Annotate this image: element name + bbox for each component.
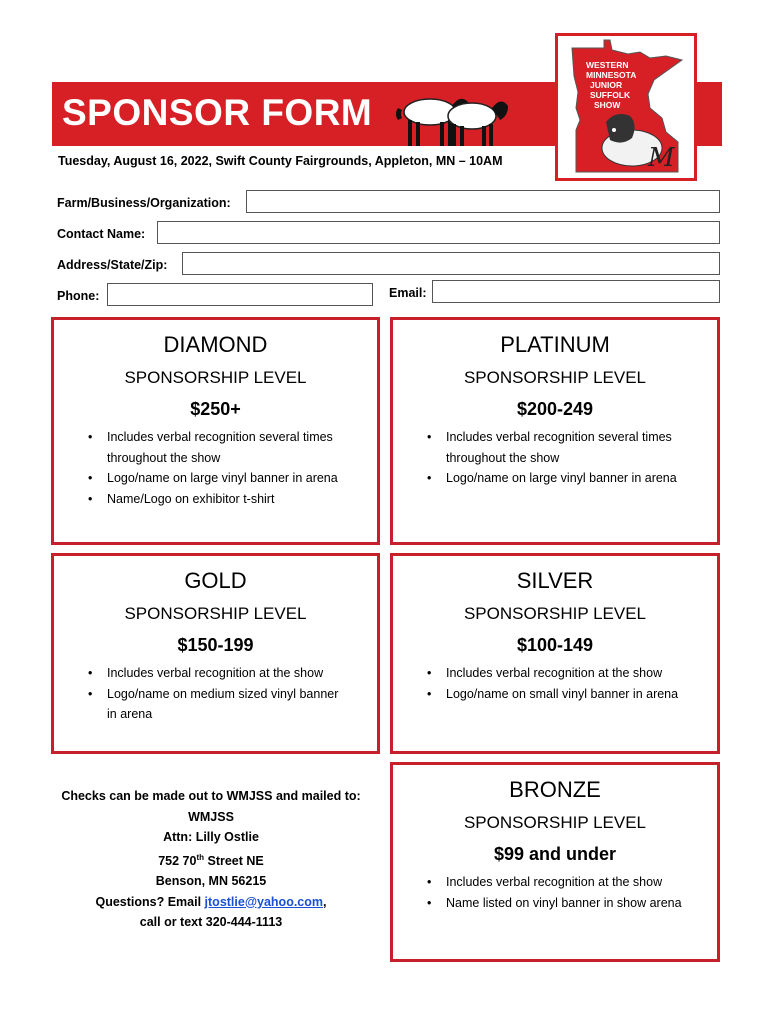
logo-text-western: WESTERN bbox=[586, 60, 629, 70]
questions-line bbox=[50, 892, 372, 913]
wmjss-logo bbox=[555, 33, 697, 181]
contact-label: Contact Name: bbox=[57, 227, 146, 241]
platinum-level-card[interactable] bbox=[390, 317, 720, 545]
payee-name: WMJSS bbox=[188, 809, 234, 824]
phone-label: Phone: bbox=[57, 289, 100, 303]
level-label: SPONSORSHIP LEVEL bbox=[124, 604, 307, 623]
benefit-item: • Includes verbal recognition at the show bbox=[423, 663, 715, 684]
minnesota-shape-icon bbox=[558, 36, 694, 178]
event-line-strip bbox=[52, 146, 532, 172]
benefit-list bbox=[423, 427, 715, 489]
benefit-item: • Name/Logo on exhibitor t-shirt bbox=[84, 489, 374, 510]
gold-level-card[interactable] bbox=[51, 553, 380, 754]
benefit-list bbox=[423, 663, 715, 704]
level-label: SPONSORSHIP LEVEL bbox=[124, 368, 307, 387]
organization-label: Farm/Business/Organization: bbox=[57, 196, 231, 210]
benefit-item: • Includes verbal recognition at the show bbox=[84, 663, 344, 684]
benefit-list bbox=[84, 663, 344, 725]
diamond-level-card[interactable] bbox=[51, 317, 380, 545]
level-name: GOLD bbox=[184, 568, 247, 593]
questions-prefix: Questions? Email bbox=[95, 894, 205, 909]
email-input[interactable] bbox=[432, 280, 720, 303]
level-price: $150-199 bbox=[177, 635, 254, 655]
checks-line: Checks can be made out to WMJSS and mailed to: bbox=[61, 789, 361, 803]
attention-line: Attn: Lilly Ostlie bbox=[163, 830, 259, 844]
level-label: SPONSORSHIP LEVEL bbox=[463, 813, 647, 832]
benefit-item: • Logo/name on medium sized vinyl banner in arena bbox=[84, 684, 344, 725]
silver-level-card[interactable] bbox=[390, 553, 720, 754]
page-title: SPONSOR FORM bbox=[62, 92, 373, 133]
benefit-item: • Logo/name on large vinyl banner in arena bbox=[84, 468, 374, 489]
logo-text-show: SHOW bbox=[594, 100, 621, 110]
sheep-illustration bbox=[392, 84, 510, 150]
street-address bbox=[50, 848, 372, 872]
benefit-item: • Logo/name on small vinyl banner in arena bbox=[423, 684, 715, 705]
event-details: Tuesday, August 16, 2022, Swift County Fairgrounds, Appleton, MN – 10AM bbox=[58, 154, 503, 168]
level-price: $99 and under bbox=[493, 844, 617, 864]
benefit-item: • Name listed on vinyl banner in show arena bbox=[423, 893, 715, 914]
level-name: PLATINUM bbox=[500, 332, 610, 357]
email-link[interactable]: jtostlie@yahoo.com bbox=[204, 894, 324, 909]
logo-text-junior: JUNIOR bbox=[590, 80, 623, 90]
logo-text-suffolk: SUFFOLK bbox=[590, 90, 631, 100]
level-price: $100-149 bbox=[516, 635, 594, 655]
benefit-item: • Logo/name on large vinyl banner in arena bbox=[423, 468, 715, 489]
bronze-level-card[interactable] bbox=[390, 762, 720, 962]
level-name: DIAMOND bbox=[163, 332, 268, 357]
email-label: Email: bbox=[389, 286, 427, 300]
payment-instructions bbox=[50, 786, 372, 933]
logo-signature: M bbox=[648, 143, 675, 173]
level-name: SILVER bbox=[516, 568, 594, 593]
questions-suffix: , bbox=[323, 894, 327, 909]
street-name: Street NE bbox=[204, 853, 264, 868]
benefit-item: • Includes verbal recognition several times throughout the show bbox=[84, 427, 374, 468]
level-name: BRONZE bbox=[509, 777, 601, 802]
address-input[interactable] bbox=[182, 252, 720, 275]
phone-line: call or text 320-444-1113 bbox=[139, 915, 283, 930]
street-number: 752 70 bbox=[158, 853, 197, 868]
contact-input[interactable] bbox=[157, 221, 720, 244]
address-label: Address/State/Zip: bbox=[57, 258, 168, 272]
benefit-item: • Includes verbal recognition at the show bbox=[423, 872, 715, 893]
phone-input[interactable] bbox=[107, 283, 373, 306]
benefit-list bbox=[423, 872, 715, 913]
level-price: $200-249 bbox=[516, 399, 594, 419]
benefit-list bbox=[84, 427, 374, 509]
organization-input[interactable] bbox=[246, 190, 720, 213]
city-line: Benson, MN 56215 bbox=[155, 874, 267, 889]
level-label: SPONSORSHIP LEVEL bbox=[463, 604, 647, 623]
level-price: $250+ bbox=[190, 399, 241, 419]
benefit-item: • Includes verbal recognition several times throughout the show bbox=[423, 427, 715, 468]
level-label: SPONSORSHIP LEVEL bbox=[463, 368, 647, 387]
logo-text-minnesota: MINNESOTA bbox=[586, 70, 637, 80]
street-ordinal: th bbox=[196, 852, 205, 862]
